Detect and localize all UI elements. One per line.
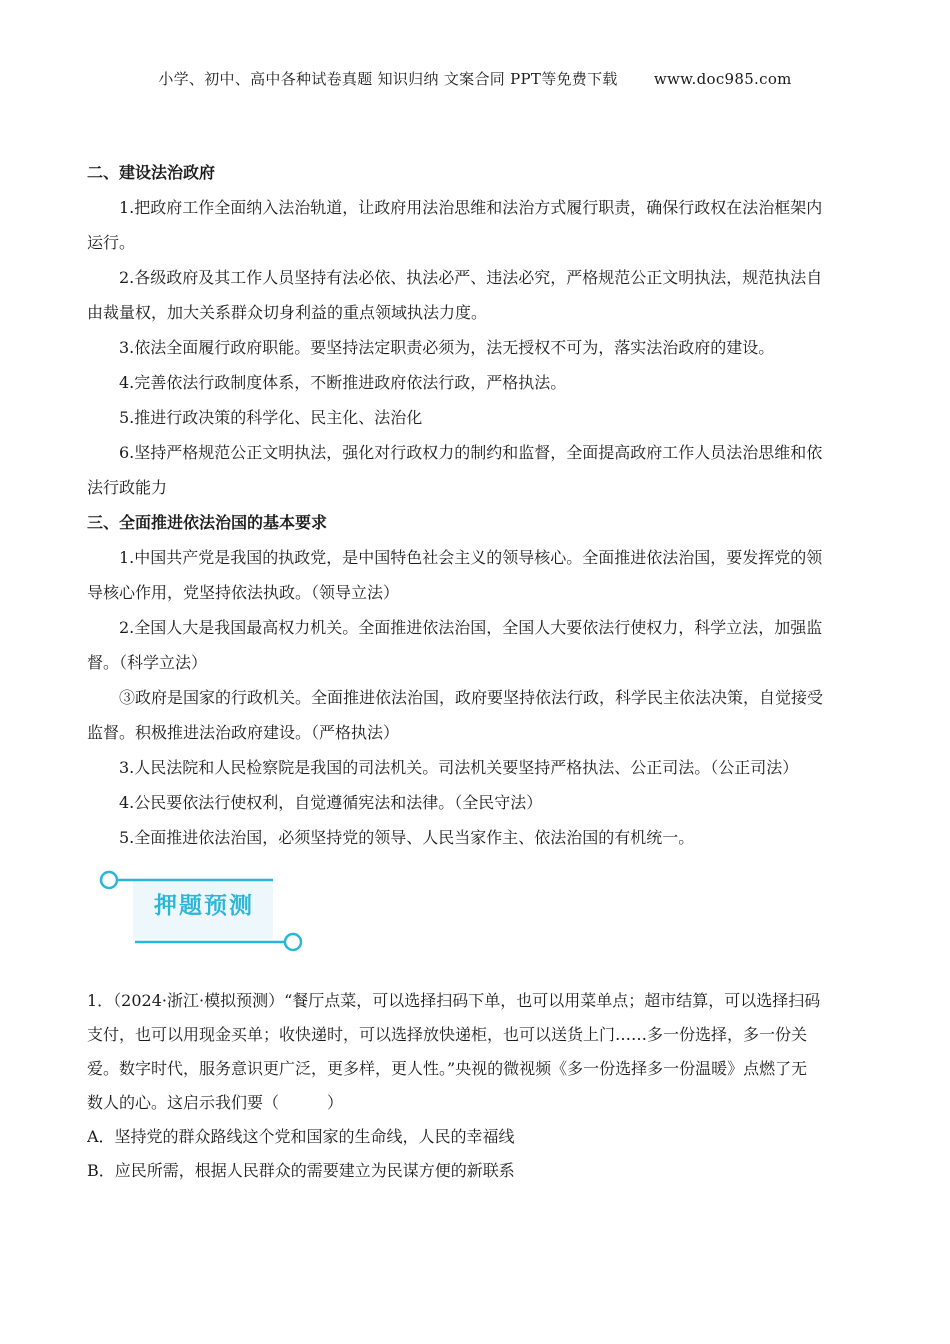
paragraph-line: 5.全面推进依法治国，必须坚持党的领导、人民当家作主、依法治国的有机统一。 [119,828,695,847]
question-block [87,984,865,1188]
paragraph-line: 4.公民要依法行使权利，自觉遵循宪法和法律。（全民守法） [119,793,543,812]
prediction-banner [93,863,313,958]
section-title: 三、全面推进依法治国的基本要求 [87,513,328,532]
paragraph-line: 督。（科学立法） [87,653,208,672]
paragraph-line: 运行。 [87,233,136,252]
option-a: A．坚持党的群众路线这个党和国家的生命线，人民的幸福线 [87,1127,515,1146]
section-title: 二、建设法治政府 [87,163,216,182]
paragraph-line: 2.全国人大是我国最高权力机关。全面推进依法治国，全国人大要依法行使权力，科学立法，加强监 [119,618,823,637]
paragraph-line: 3.依法全面履行政府职能。要坚持法定职责必须为，法无授权不可为，落实法治政府的建设。 [119,338,775,357]
paragraph-line: 1.中国共产党是我国的执政党，是中国特色社会主义的领导核心。全面推进依法治国，要发挥党的领 [119,548,823,567]
option-b: B．应民所需，根据人民群众的需要建立为民谋方便的新联系 [87,1161,515,1180]
paragraph-line: 监督。积极推进法治政府建设。（严格执法） [87,723,400,742]
paragraph-line: 6.坚持严格规范公正文明执法，强化对行政权力的制约和监督，全面提高政府工作人员法治思维和依 [119,443,823,462]
paragraph-line: 4.完善依法行政制度体系，不断推进政府依法行政，严格执法。 [119,373,567,392]
question-line: 支付，也可以用现金买单；收快递时，可以选择放快递柜，也可以送货上门……多一份选择，多一份关 [87,1025,808,1044]
banner-title: 押题预测 [154,893,254,919]
question-line: 数人的心。这启示我们要（ ） [87,1093,344,1112]
question-line: 1．（2024·浙江·模拟预测）“餐厅点菜，可以选择扫码下单，也可以用菜单点；超市结算，可以选择扫码 [87,991,821,1010]
paragraph-line: 5.推进行政决策的科学化、民主化、法治化 [119,408,423,427]
question-line: 爱。数字时代，服务意识更广泛，更多样，更人性。”央视的微视频《多一份选择多一份温暖》点燃了无 [87,1059,808,1078]
header-site-text: 小学、初中、高中各种试卷真题 知识归纳 文案合同 PPT等免费下载 [158,70,618,88]
paragraph-line: 法行政能力 [87,478,168,497]
paragraph-line: 2.各级政府及其工作人员坚持有法必依、执法必严、违法必究，严格规范公正文明执法，规范执法自 [119,268,823,287]
paragraph-line: 3.人民法院和人民检察院是我国的司法机关。司法机关要坚持严格执法、公正司法。（公正司法） [119,758,799,777]
header-url[interactable]: www.doc985.com [653,70,792,88]
page-header [0,68,950,89]
paragraph-line: 导核心作用，党坚持依法执政。（领导立法） [87,583,400,602]
paragraph-line: 1.把政府工作全面纳入法治轨道，让政府用法治思维和法治方式履行职责，确保行政权在法治框架内 [119,198,823,217]
paragraph-line: ③政府是国家的行政机关。全面推进依法治国，政府要坚持依法行政，科学民主依法决策，自觉接受 [119,688,824,707]
document-body [87,155,865,1188]
paragraph-line: 由裁量权，加大关系群众切身利益的重点领域执法力度。 [87,303,488,322]
